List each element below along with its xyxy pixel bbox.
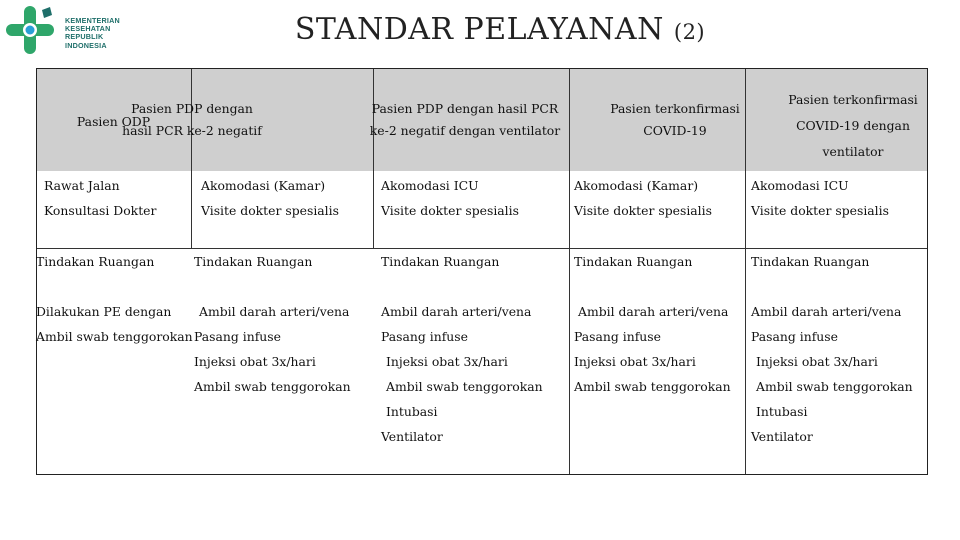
- cell-line: Ambil darah arteri/vena: [381, 304, 532, 319]
- cell-line: Akomodasi ICU: [751, 178, 849, 193]
- cell-line: [36, 274, 193, 299]
- header-cell-confirmed-ventilator: [777, 87, 929, 165]
- header-cell-pdp-ventilator: [367, 98, 563, 142]
- cell-line: Ambil swab tenggorokan: [36, 329, 193, 344]
- logo-line: REPUBLIK: [65, 32, 104, 42]
- header-text: hasil PCR ke-2 negatif: [122, 123, 262, 138]
- cell-line: Pasang infuse: [381, 329, 468, 344]
- logo-line: KEMENTERIAN: [65, 16, 120, 25]
- cell-line: Injeksi obat 3x/hari: [574, 354, 696, 369]
- cell-line: [381, 274, 543, 299]
- akomodasi-cell-pdp: [201, 173, 339, 223]
- cell-line: Injeksi obat 3x/hari: [756, 354, 878, 369]
- cell-line: Rawat Jalan: [44, 178, 120, 193]
- cell-line: Injeksi obat 3x/hari: [386, 354, 508, 369]
- cell-line: Dilakukan PE dengan: [36, 304, 172, 319]
- header-text: ke-2 negatif dengan ventilator: [369, 123, 561, 138]
- header-text: COVID-19 dengan: [796, 118, 910, 133]
- cell-line: Tindakan Ruangan: [36, 254, 155, 269]
- header-text: Pasien ODP: [76, 114, 151, 129]
- cell-line: Injeksi obat 3x/hari: [194, 354, 316, 369]
- cell-line: Ambil darah arteri/vena: [751, 304, 902, 319]
- header-text: Pasien terkonfirmasi: [610, 101, 740, 116]
- header-text: ventilator: [822, 144, 884, 159]
- cell-line: Ambil swab tenggorokan: [386, 379, 543, 394]
- tindakan-cell-odp: [36, 249, 193, 349]
- tindakan-cell-pdp-ventilator: [381, 249, 543, 449]
- cell-line: Ambil swab tenggorokan: [194, 379, 351, 394]
- akomodasi-cell-pdp-ventilator: [381, 173, 519, 223]
- cell-line: [574, 274, 731, 299]
- header-text: Pasien PDP dengan hasil PCR: [371, 101, 559, 116]
- tindakan-cell-confirmed-ventilator: [751, 249, 913, 449]
- akomodasi-cell-confirmed: [574, 173, 712, 223]
- akomodasi-cell-odp: [44, 173, 156, 223]
- cell-line: Tindakan Ruangan: [381, 254, 500, 269]
- logo-line: KESEHATAN: [65, 24, 111, 34]
- cell-line: Intubasi: [386, 404, 438, 419]
- cell-line: Tindakan Ruangan: [194, 254, 313, 269]
- cell-line: Intubasi: [756, 404, 808, 419]
- tindakan-cell-pdp: [194, 249, 351, 399]
- tindakan-cell-confirmed: [574, 249, 731, 399]
- cell-line: Akomodasi (Kamar): [574, 178, 699, 193]
- cell-line: Pasang infuse: [194, 329, 281, 344]
- cell-line: Akomodasi (Kamar): [201, 178, 326, 193]
- akomodasi-cell-confirmed-ventilator: [751, 173, 889, 223]
- service-standards-table: [36, 68, 928, 475]
- cell-line: Ventilator: [381, 429, 443, 444]
- logo-text: [65, 17, 120, 50]
- header-text: Pasien PDP dengan: [131, 101, 253, 116]
- cell-line: Visite dokter spesialis: [201, 203, 339, 218]
- cell-line: Ambil darah arteri/vena: [578, 304, 729, 319]
- cell-line: Visite dokter spesialis: [574, 203, 712, 218]
- health-ministry-emblem-icon: [6, 4, 62, 56]
- cell-line: Pasang infuse: [574, 329, 661, 344]
- ministry-logo: [6, 4, 126, 56]
- header-text: Pasien terkonfirmasi: [788, 92, 918, 107]
- page-title: [200, 12, 800, 47]
- cell-line: [194, 274, 351, 299]
- cell-line: Akomodasi ICU: [381, 178, 479, 193]
- cell-line: Ambil swab tenggorokan: [756, 379, 913, 394]
- cell-line: Konsultasi Dokter: [44, 203, 157, 218]
- cell-line: Ambil darah arteri/vena: [199, 304, 350, 319]
- cell-line: [751, 274, 913, 299]
- cell-line: Tindakan Ruangan: [751, 254, 870, 269]
- cell-line: Ambil swab tenggorokan: [574, 379, 731, 394]
- header-text: COVID-19: [643, 123, 707, 138]
- header-cell-pdp: [114, 98, 270, 142]
- title-suffix: (2): [673, 20, 706, 44]
- cell-line: Visite dokter spesialis: [751, 203, 889, 218]
- cell-line: Ventilator: [751, 429, 813, 444]
- cell-line: Pasang infuse: [751, 329, 838, 344]
- logo-line: INDONESIA: [65, 40, 107, 50]
- cell-line: Tindakan Ruangan: [574, 254, 693, 269]
- header-cell-confirmed: [592, 98, 758, 142]
- cell-line: Visite dokter spesialis: [381, 203, 519, 218]
- title-main: STANDAR PELAYANAN: [294, 12, 664, 47]
